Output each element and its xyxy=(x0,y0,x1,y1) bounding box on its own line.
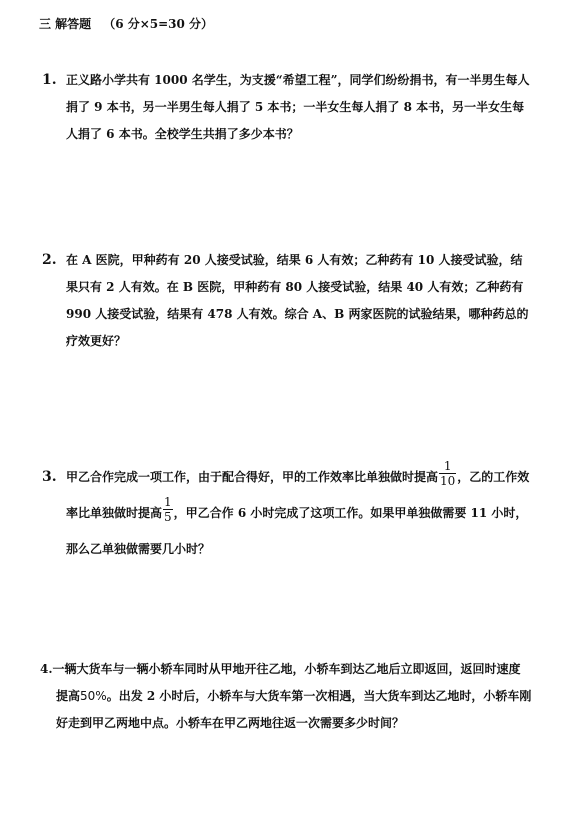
fraction xyxy=(163,496,173,523)
fraction-numerator: 1 xyxy=(439,460,456,474)
question-text-part: 提高 xyxy=(56,689,81,703)
fraction-denominator: 10 xyxy=(440,474,456,488)
question-number: 1. xyxy=(42,72,57,88)
fraction xyxy=(439,460,456,487)
question-number: 3. xyxy=(42,469,57,485)
question-text xyxy=(66,459,534,567)
fraction-numerator: 1 xyxy=(164,495,172,509)
question-text-part: 甲乙合作完成一项工作，由于配合得好，甲的工作效率比单独做时提高 xyxy=(66,470,439,484)
question-3 xyxy=(42,459,534,567)
question-text: 正义路小学共有 1000 名学生，为支援“希望工程”，同学们纷纷捐书，有一半男生每人捐了 9 本书，另一半男生每人捐了 5 本书；一半女生每人捐了 8 本书，另一半女生每人捐了 6 本书。全校学生共捐了多少本书？ xyxy=(66,73,530,141)
question-4 xyxy=(40,656,534,737)
percent-value: 50% xyxy=(80,689,107,703)
question-2 xyxy=(42,247,534,355)
question-text xyxy=(40,683,534,737)
question-number: 2. xyxy=(42,252,57,268)
question-text-part: 。出发 2 小时后，小轿车与大货车第一次相遇，当大货车到达乙地时，小轿车刚好走到甲乙两地中点。小轿车在甲乙两地往返一次需要多少时间？ xyxy=(56,689,532,730)
question-text-part: ，乙的工作效率比单独做时提高 xyxy=(66,470,530,520)
section-title: 三 解答题 xyxy=(39,17,92,31)
question-text-part: ，甲乙合作 6 小时完成了这项工作。如果甲单独做需要 11 小时，那么乙单独做需要几小时？ xyxy=(66,506,528,556)
question-text: 在 A 医院，甲种药有 20 人接受试验，结果 6 人有效；乙种药有 10 人接受试验，结果只有 2 人有效。在 B 医院，甲种药有 80 人接受试验，结果 40 人有效；乙种药有 990 人接受试验，结果有 478 人有效。综合 A、B 两家医院的试验结果，哪种药总的疗效更好？ xyxy=(66,253,529,348)
question-1 xyxy=(42,67,534,148)
section-points: （6 分×5=30 分） xyxy=(103,17,214,31)
section-heading xyxy=(39,15,213,32)
question-number: 4. xyxy=(40,662,53,676)
question-text-part: 一辆大货车与一辆小轿车同时从甲地开往乙地，小轿车到达乙地后立即返回，返回时速度 xyxy=(52,662,521,676)
fraction-denominator: 5 xyxy=(164,510,172,524)
